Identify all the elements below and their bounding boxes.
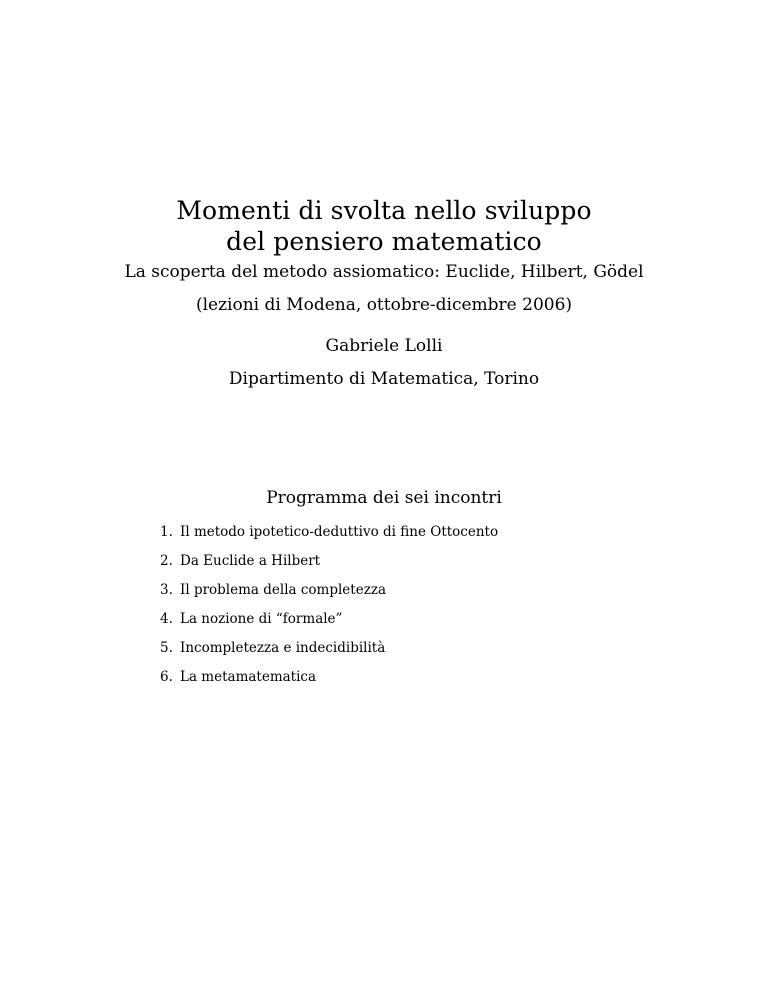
- program-item-number: 1.: [160, 524, 173, 540]
- author-affiliation: Dipartimento di Matematica, Torino: [228, 369, 540, 389]
- program-heading: Programma dei sei incontri: [266, 488, 502, 508]
- program-item-number: 4.: [160, 611, 173, 627]
- program-item-number: 3.: [160, 582, 173, 598]
- program-item-number: 5.: [160, 640, 173, 656]
- program-item-text: La metamatematica: [180, 669, 317, 685]
- program-item-number: 6.: [160, 669, 173, 685]
- program-list: [160, 524, 498, 698]
- program-item-2: [160, 553, 498, 582]
- subtitle: La scoperta del metodo assiomatico: Euclide, Hilbert, Gödel: [124, 262, 644, 282]
- program-item-text: Da Euclide a Hilbert: [180, 553, 321, 569]
- program-item-5: [160, 640, 498, 669]
- program-item-text: Il metodo ipotetico-deduttivo di fine Ottocento: [180, 524, 499, 540]
- title-line-2: del pensiero matematico: [226, 227, 542, 256]
- program-item-6: [160, 669, 498, 698]
- program-item-3: [160, 582, 498, 611]
- program-item-text: Il problema della completezza: [180, 582, 386, 598]
- program-item-number: 2.: [160, 553, 173, 569]
- author-name: Gabriele Lolli: [325, 336, 443, 356]
- course-note: (lezioni di Modena, ottobre-dicembre 2006): [195, 295, 573, 315]
- program-item-4: [160, 611, 498, 640]
- title-line-1: Momenti di svolta nello sviluppo: [176, 196, 592, 225]
- program-item-text: La nozione di “formale”: [180, 611, 343, 627]
- program-item-1: [160, 524, 498, 553]
- program-item-text: Incompletezza e indecidibilità: [180, 640, 386, 656]
